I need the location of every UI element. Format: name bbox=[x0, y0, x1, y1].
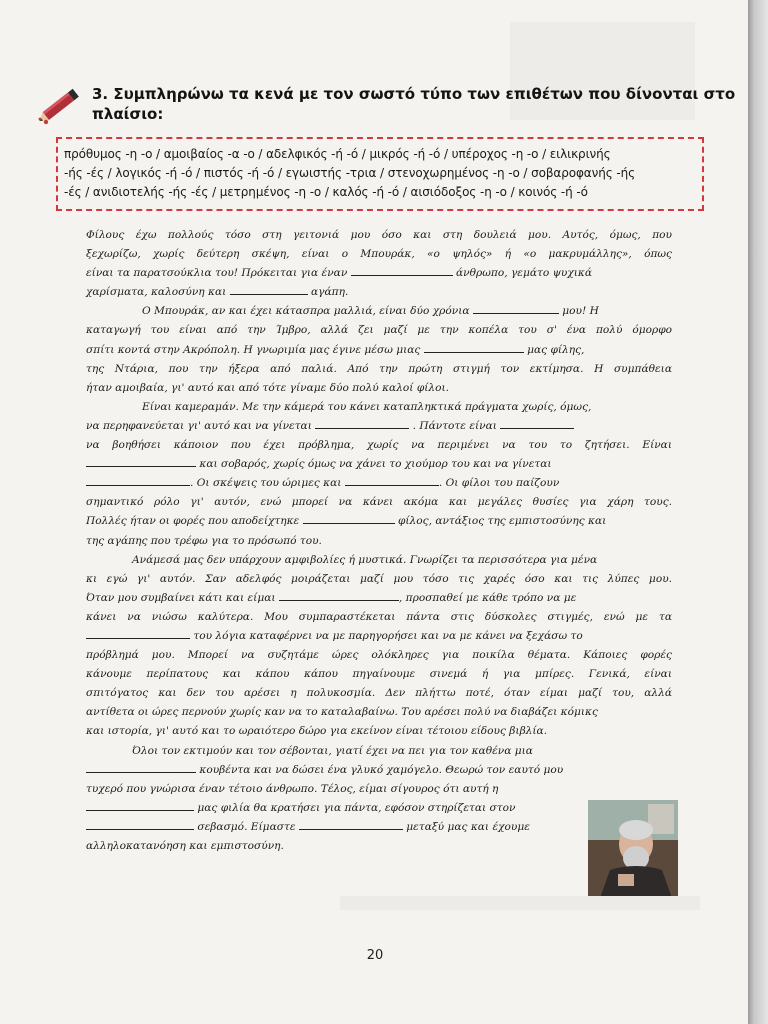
fill-blank[interactable] bbox=[473, 303, 559, 314]
text-fragment: αγάπη. bbox=[311, 286, 349, 299]
text-fragment: . Πάντοτε είναι bbox=[412, 419, 497, 432]
fill-blank[interactable] bbox=[315, 418, 409, 429]
text-fragment: μας φιλία θα κρατήσει για πάντα, εφόσον στηρίζεται στον bbox=[197, 801, 516, 814]
text-fragment: είναι τα παρατσούκλια του! Πρόκειται για έναν bbox=[86, 267, 348, 280]
text-fragment: σπίτι κοντά στην Ακρόπολη. Η γνωριμία μας έγινε μέσω μιας bbox=[86, 343, 421, 356]
text-line bbox=[86, 684, 672, 703]
text-line bbox=[86, 417, 672, 436]
text-fragment: πρόβλημά μου. Μπορεί να συζητάμε ώρες ολόκληρες για ποικίλα θέματα. Κάποιες φορές bbox=[86, 649, 672, 662]
text-line bbox=[86, 341, 672, 360]
text-line bbox=[86, 551, 672, 570]
text-fragment: Φίλους έχω πολλούς τόσο στη γειτονιά μου όσο και στη δουλειά μου. Αυτός, όμως, που bbox=[86, 229, 672, 241]
exercise-text bbox=[86, 226, 672, 856]
text-fragment: μεταξύ μας και έχουμε bbox=[406, 820, 530, 833]
text-line bbox=[86, 379, 672, 398]
text-line bbox=[86, 398, 672, 417]
fill-blank[interactable] bbox=[345, 475, 439, 486]
text-line bbox=[86, 665, 672, 684]
text-fragment: . Οι σκέψεις του ώριμες και bbox=[190, 477, 342, 490]
text-line bbox=[86, 283, 672, 302]
text-fragment: Ανάμεσά μας δεν υπάρχουν αμφιβολίες ή μυστικά. Γνωρίζει τα περισσότερα για μένα bbox=[132, 553, 598, 566]
text-line bbox=[86, 493, 672, 512]
fill-blank[interactable] bbox=[424, 342, 524, 353]
text-fragment: να βοηθήσει κάποιον που έχει πρόβλημα, χωρίς να περιμένει να του το ζητήσει. Είναι bbox=[86, 439, 672, 452]
text-fragment: κάνει να νιώσω καλύτερα. Μου συμπαραστέκεται πάντα στις δύσκολες στιγμές, ενώ με τα bbox=[86, 610, 672, 623]
text-fragment: σεβασμό. Είμαστε bbox=[197, 820, 296, 833]
task-title-line1: 3. Συμπληρώνω τα κενά με τον σωστό τύπο των επιθέτων που δίνονται στο bbox=[92, 85, 736, 103]
text-fragment: κάνουμε περίπατους και κάπου κάπου πηγαίνουμε σινεμά ή για μπίρες. Γενικά, είναι bbox=[86, 668, 672, 681]
fill-blank[interactable] bbox=[279, 590, 399, 601]
text-fragment: μας φίλης, bbox=[527, 343, 585, 356]
text-line bbox=[86, 627, 672, 646]
fill-blank[interactable] bbox=[86, 456, 196, 467]
text-fragment: Ο Μπουράκ, αν και έχει κάτασπρα μαλλιά, είναι δύο χρόνια bbox=[142, 305, 470, 318]
text-fragment: κουβέντα και να δώσει ένα γλυκό χαμόγελο. Θεωρώ τον εαυτό μου bbox=[199, 763, 564, 776]
text-fragment: κι εγώ γι' αυτόν. Σαν αδελφός μοιράζεται μαζί μου τόσο τις χαρές όσο και τις λύπες μου. bbox=[86, 572, 672, 585]
text-line bbox=[86, 837, 672, 856]
text-line bbox=[86, 703, 672, 722]
fill-blank[interactable] bbox=[351, 265, 453, 276]
text-line bbox=[86, 436, 672, 455]
text-fragment: , προσπαθεί με κάθε τρόπο να με bbox=[398, 591, 577, 604]
text-line bbox=[86, 742, 672, 761]
word-box-line: -ής -ές / λογικός -ή -ό / πιστός -ή -ό / εγωιστής -τρια / στενοχωρημένος -η -ο / σοβαροφανής -ής bbox=[64, 166, 636, 180]
text-line bbox=[86, 646, 672, 665]
text-fragment: . Οι φίλοι του παίζουν bbox=[438, 477, 560, 490]
text-line bbox=[86, 780, 672, 799]
portrait-photo bbox=[588, 800, 678, 898]
text-fragment: της Ντάρια, που την ήξερα από παλιά. Από την πρώτη στιγμή τον εκτίμησα. Η συμπάθεια bbox=[86, 362, 672, 375]
text-fragment: Όλοι τον εκτιμούν και τον σέβονται, γιατί έχει να πει για τον καθένα μια bbox=[132, 744, 533, 757]
fill-blank[interactable] bbox=[86, 628, 190, 639]
fill-blank[interactable] bbox=[299, 819, 403, 830]
text-fragment: Όταν μου συμβαίνει κάτι και είμαι bbox=[86, 591, 276, 604]
text-fragment: και ιστορία, γι' αυτό και το ωραιότερο δώρο για εκείνον είναι τέτοιου είδους βιβλία. bbox=[86, 725, 548, 738]
page-number: 20 bbox=[366, 948, 384, 963]
text-line bbox=[86, 245, 672, 264]
text-fragment: χαρίσματα, καλοσύνη και bbox=[86, 286, 227, 299]
text-fragment: Πολλές ήταν οι φορές που αποδείχτηκε bbox=[86, 515, 300, 528]
text-line bbox=[86, 512, 672, 531]
text-line bbox=[86, 360, 672, 379]
text-fragment: και σοβαρός, χωρίς όμως να χάνει το χιούμορ του και να γίνεται bbox=[199, 458, 552, 471]
text-line bbox=[86, 226, 672, 245]
text-line bbox=[86, 455, 672, 474]
text-line bbox=[86, 722, 672, 741]
fill-blank[interactable] bbox=[86, 800, 194, 811]
text-fragment: φίλος, αντάξιος της εμπιστοσύνης και bbox=[397, 515, 607, 528]
text-fragment: της αγάπης που τρέφω για το πρόσωπό του. bbox=[86, 534, 322, 547]
fill-blank[interactable] bbox=[86, 762, 196, 773]
text-line bbox=[86, 302, 672, 321]
text-line bbox=[86, 589, 672, 608]
text-fragment: αλληλοκατανόηση και εμπιστοσύνη. bbox=[86, 840, 284, 852]
text-line bbox=[86, 321, 672, 340]
text-fragment: να περηφανεύεται γι' αυτό και να γίνεται bbox=[86, 419, 312, 432]
text-fragment: ήταν αμοιβαία, γι' αυτό και από τότε γίναμε δύο πολύ καλοί φίλοι. bbox=[86, 381, 450, 394]
fill-blank[interactable] bbox=[303, 513, 395, 524]
fill-blank[interactable] bbox=[230, 284, 308, 295]
word-box-line: πρόθυμος -η -ο / αμοιβαίος -α -ο / αδελφικός -ή -ό / μικρός -ή -ό / υπέροχος -η -ο / ειλικρινής bbox=[64, 147, 611, 161]
pencil-icon bbox=[36, 84, 84, 126]
text-fragment: ξεχωρίζω, χωρίς δεύτερη σκέψη, είναι ο Μπουράκ, «ο ψηλός» ή «ο μακρυμάλλης», όπως bbox=[86, 248, 672, 261]
text-fragment: του λόγια καταφέρνει να με παρηγορήσει και να με κάνει να ξεχάσω το bbox=[193, 629, 583, 642]
text-line bbox=[86, 532, 672, 551]
bleed-through-footer bbox=[340, 896, 700, 910]
text-line bbox=[86, 818, 672, 837]
text-fragment: καταγωγή του είναι από την Ίμβρο, αλλά ζει μαζί με την κοπέλα του σ' ένα πολύ όμορφο bbox=[86, 324, 672, 337]
fill-blank[interactable] bbox=[500, 418, 574, 429]
text-line bbox=[86, 264, 672, 283]
text-line bbox=[86, 570, 672, 589]
text-line bbox=[86, 608, 672, 627]
word-box-line: -ές / ανιδιοτελής -ής -ές / μετρημένος -η -ο / καλός -ή -ό / αισιόδοξος -η -ο / κοινός -ή -ό bbox=[64, 185, 588, 199]
text-fragment: σημαντικό ρόλο γι' αυτόν, ενώ μπορεί να κάνει ακόμα και μεγάλες θυσίες για χάρη τους. bbox=[86, 496, 672, 509]
text-line bbox=[86, 761, 672, 780]
book-spine bbox=[748, 0, 768, 1024]
text-fragment: άνθρωπο, γεμάτο ψυχικά bbox=[456, 267, 593, 280]
text-fragment: σπιτόγατος και δεν του αρέσει η πολυκοσμία. Δεν πλήττω ποτέ, όταν είμαι μαζί του, αλλά bbox=[86, 687, 672, 700]
task-title-line2: πλαίσιο: bbox=[92, 105, 164, 123]
fill-blank[interactable] bbox=[86, 475, 190, 486]
adjective-word-box bbox=[56, 137, 704, 211]
text-line bbox=[86, 474, 672, 493]
text-line bbox=[86, 799, 672, 818]
text-fragment: Είναι καμεραμάν. Με την κάμερά του κάνει καταπληκτικά πράγματα χωρίς, όμως, bbox=[142, 400, 592, 413]
text-fragment: αντίθετα οι ώρες περνούν χωρίς καν να το καταλαβαίνω. Του αρέσει πολύ να διαβάζει κόμικς bbox=[86, 706, 598, 719]
text-fragment: μου! Η bbox=[562, 305, 599, 318]
fill-blank[interactable] bbox=[86, 819, 194, 830]
text-fragment: τυχερό που γνώρισα έναν τέτοιο άνθρωπο. Τέλος, είμαι σίγουρος ότι αυτή η bbox=[86, 782, 499, 795]
task-title bbox=[92, 84, 736, 124]
